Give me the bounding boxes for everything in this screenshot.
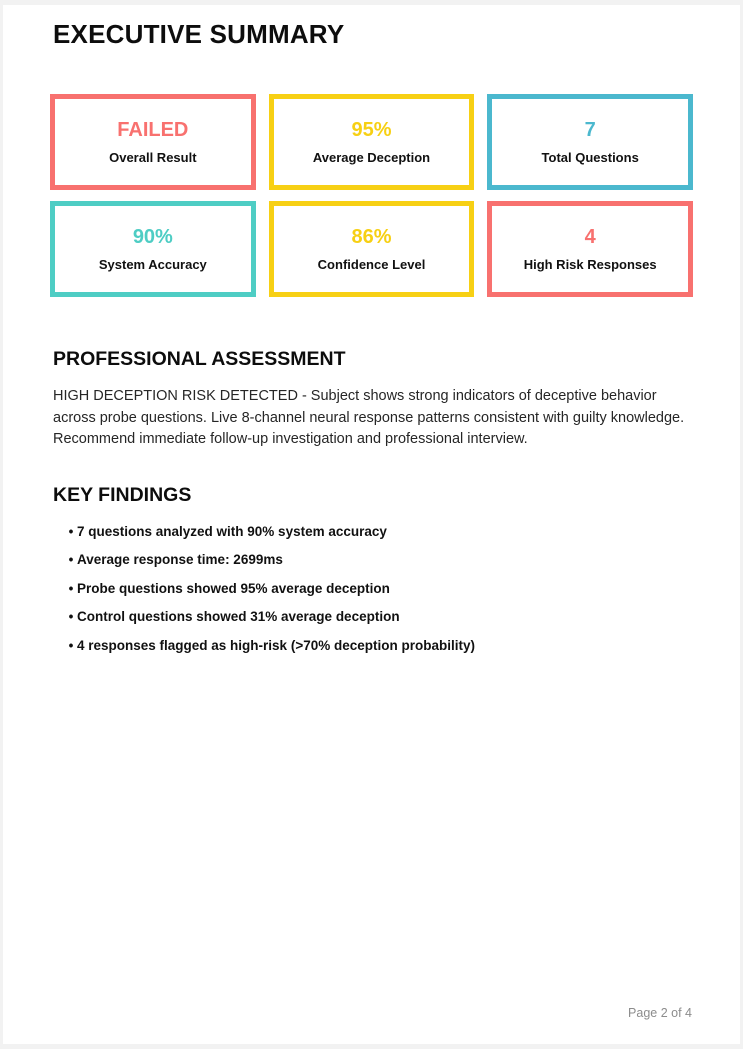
stat-value: 7 xyxy=(584,118,596,141)
stat-label: Average Deception xyxy=(312,149,431,165)
bullet-icon: • xyxy=(68,580,74,596)
finding-item xyxy=(50,638,693,654)
stat-label: Overall Result xyxy=(109,149,197,165)
stat-label: High Risk Responses xyxy=(523,256,657,272)
report-page xyxy=(3,5,740,1044)
page-title: EXECUTIVE SUMMARY xyxy=(53,19,345,49)
stat-value: 95% xyxy=(351,118,392,141)
stat-value: 4 xyxy=(584,225,596,248)
finding-text: Probe questions showed 95% average deception xyxy=(77,580,390,596)
finding-text: 4 responses flagged as high-risk (>70% deception probability) xyxy=(77,637,475,653)
finding-item xyxy=(50,524,693,540)
stat-box-overall-result xyxy=(50,94,256,190)
finding-item xyxy=(50,552,693,568)
stat-box-high-risk-responses xyxy=(487,201,693,297)
stat-box-total-questions xyxy=(487,94,693,190)
stat-value: FAILED xyxy=(117,118,189,141)
section-heading-professional-assessment: PROFESSIONAL ASSESSMENT xyxy=(53,348,346,370)
stat-box-confidence-level xyxy=(269,201,475,297)
finding-text: Average response time: 2699ms xyxy=(77,552,283,567)
key-findings-list xyxy=(50,524,693,654)
stat-label: Confidence Level xyxy=(317,256,426,272)
bullet-icon: • xyxy=(68,637,74,653)
stat-label: System Accuracy xyxy=(98,256,207,272)
stat-box-system-accuracy xyxy=(50,201,256,297)
bullet-icon: • xyxy=(68,609,74,624)
bullet-icon: • xyxy=(68,552,74,567)
stat-value: 86% xyxy=(351,225,392,248)
assessment-body-text: HIGH DECEPTION RISK DETECTED - Subject shows strong indicators of deceptive behavior across probe questions. Live 8-channel neural response patterns consistent with guilty knowledge. Recommend immediate follow-up investigation and professional interview. xyxy=(53,388,685,447)
section-heading-key-findings: KEY FINDINGS xyxy=(53,483,192,506)
stat-label: Total Questions xyxy=(541,149,639,165)
stats-grid xyxy=(50,94,693,297)
finding-text: Control questions showed 31% average deception xyxy=(77,609,400,624)
page-number: Page 2 of 4 xyxy=(628,1006,692,1020)
stat-box-average-deception xyxy=(269,94,475,190)
bullet-icon: • xyxy=(68,523,74,539)
stat-value: 90% xyxy=(132,225,173,248)
finding-item xyxy=(50,609,693,625)
finding-text: 7 questions analyzed with 90% system accuracy xyxy=(77,523,387,539)
finding-item xyxy=(50,581,693,597)
